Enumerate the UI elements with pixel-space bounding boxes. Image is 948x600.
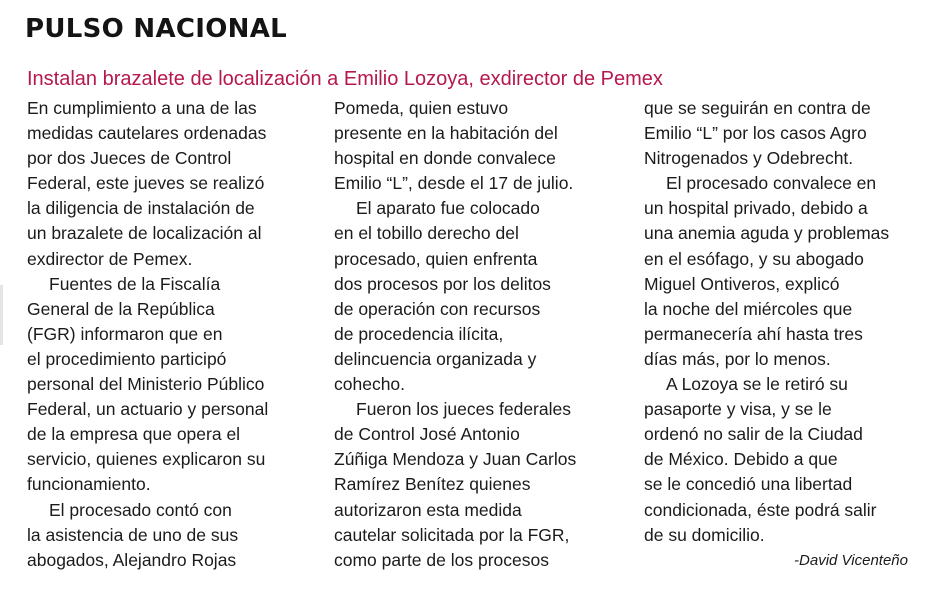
article-text-line: Federal, este jueves se realizó (27, 173, 265, 194)
article-text-line: Nitrogenados y Odebrecht. (644, 148, 854, 169)
article-text-line: General de la República (27, 298, 215, 319)
article-text-line: El procesado contó con (49, 499, 232, 520)
article-text-line: el procedimiento participó (27, 348, 227, 369)
article-text-line: Emilio “L” por los casos Agro (644, 123, 867, 144)
column-3-lines (644, 96, 936, 548)
article-text-line: Fueron los jueces federales (356, 399, 571, 420)
article-text-line: cautelar solicitada por la FGR, (334, 524, 570, 545)
article-text-line: un brazalete de localización al (27, 223, 262, 244)
article-text-line: A Lozoya se le retiró su (666, 374, 848, 395)
article-text-line: permanecería ahí hasta tres (644, 323, 863, 344)
article-text-line: de México. Debido a que (644, 449, 838, 470)
article-text-line: Miguel Ontiveros, explicó (644, 273, 840, 294)
article-text-line: Pomeda, quien estuvo (334, 98, 509, 118)
article-text-line: dos procesos por los delitos (334, 273, 551, 294)
article-text-line: ordenó no salir de la Ciudad (644, 424, 863, 445)
article-text-line: como parte de los procesos (334, 549, 549, 570)
article-column-3 (644, 96, 936, 573)
page-edge-mark (0, 285, 3, 345)
article-text-line: de procedencia ilícita, (334, 323, 504, 344)
article-text-line: pasaporte y visa, y se le (644, 399, 832, 420)
article-text-line: abogados, Alejandro Rojas (27, 549, 237, 570)
article-text-line: exdirector de Pemex. (27, 248, 193, 269)
article-text-line: se le concedió una libertad (644, 474, 853, 495)
article-text-line: Fuentes de la Fiscalía (49, 273, 221, 294)
article-body (27, 96, 932, 588)
article-text-line: El aparato fue colocado (356, 198, 540, 219)
article-text-line: autorizaron esta medida (334, 499, 522, 520)
article-text-line: funcionamiento. (27, 474, 151, 495)
article-text-line: de la empresa que opera el (27, 424, 241, 445)
article-text-line: la noche del miércoles que (644, 298, 853, 319)
article-text-line: Federal, un actuario y personal (27, 399, 269, 420)
article-text-line: días más, por lo menos. (644, 348, 831, 369)
article-text-line: Zúñiga Mendoza y Juan Carlos (334, 449, 577, 470)
article-column-1 (27, 96, 307, 573)
article-text-line: la diligencia de instalación de (27, 198, 255, 219)
article-text-line: personal del Ministerio Público (27, 374, 265, 395)
article-text-line: en el tobillo derecho del (334, 223, 519, 244)
article-text-line: de operación con recursos (334, 298, 541, 319)
article-text-line: de su domicilio. (644, 524, 765, 545)
article-text-line: medidas cautelares ordenadas (27, 123, 267, 144)
article-text-line: en el esófago, y su abogado (644, 248, 864, 269)
article-text-line: servicio, quienes explicaron su (27, 449, 266, 470)
article-text-line: presente en la habitación del (334, 123, 558, 144)
article-text-line: por dos Jueces de Control (27, 148, 232, 169)
article-text-line: delincuencia organizada y (334, 348, 537, 369)
article-text-line: de Control José Antonio (334, 424, 520, 445)
article-text-line: cohecho. (334, 374, 406, 395)
article-text-line: la asistencia de uno de sus (27, 524, 239, 545)
article-text-line: En cumplimiento a una de las (27, 98, 257, 118)
article-text-line: (FGR) informaron que en (27, 323, 223, 344)
article-text-line: que se seguirán en contra de (644, 98, 871, 118)
article-headline: Instalan brazalete de localización a Emilio Lozoya, exdirector de Pemex (27, 68, 663, 90)
article-text-line: condicionada, éste podrá salir (644, 499, 877, 520)
article-text-line: un hospital privado, debido a (644, 198, 868, 219)
section-title: PULSO NACIONAL (25, 14, 288, 44)
article-text-line: procesado, quien enfrenta (334, 248, 538, 269)
article-text-line: Emilio “L”, desde el 17 de julio. (334, 173, 574, 194)
article-byline: -David Vicenteño (794, 551, 908, 569)
article-text-line: El procesado convalece en (666, 173, 877, 194)
article-text-line: hospital en donde convalece (334, 148, 556, 169)
article-column-2 (334, 96, 616, 573)
article-text-line: una anemia aguda y problemas (644, 223, 890, 244)
article-text-line: Ramírez Benítez quienes (334, 474, 531, 495)
